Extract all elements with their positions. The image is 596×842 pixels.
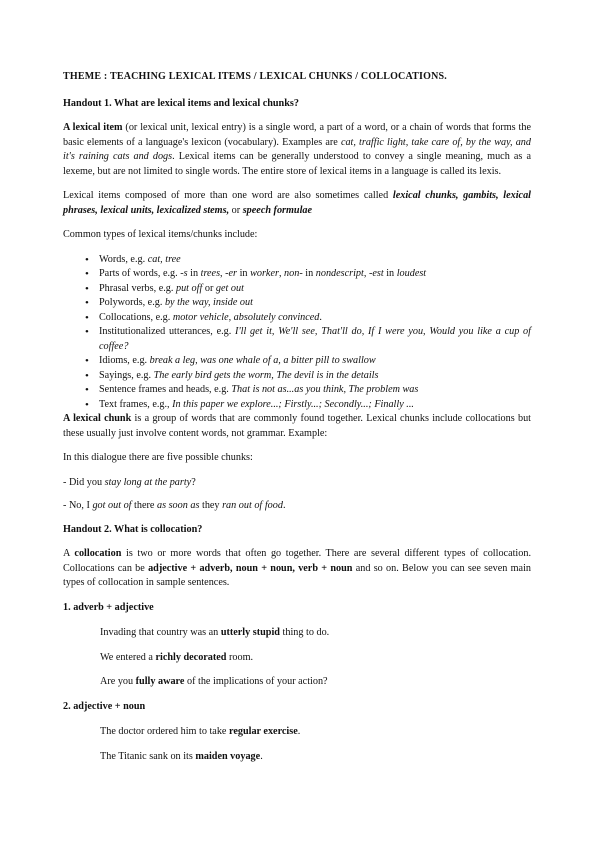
example-sentence: We entered a richly decorated room. — [100, 651, 254, 663]
dialogue-intro: In this dialogue there are five possible chunks: — [63, 452, 253, 463]
handout-2-heading: Handout 2. What is collocation? — [63, 523, 203, 535]
dialogue-line-1: - Did you stay long at the party? — [63, 476, 196, 488]
synonym-speech-formulae: speech formulae — [242, 204, 313, 216]
common-types-intro: Common types of lexical items/chunks include: — [63, 229, 258, 240]
list-item: • Text frames, e.g., In this paper we explore...; Firstly...; Secondly...; Finally ... — [85, 398, 531, 413]
list-item: • Phrasal verbs, e.g. put off or get out — [85, 282, 531, 297]
example-sentence: Invading that country was an utterly stupid thing to do. — [100, 627, 330, 638]
list-item: • Institutionalized utterances, e.g. I'll get it, We'll see, That'll do, If I were you, Would you like a cup of coffee? — [85, 325, 531, 354]
lexical-item-examples: cat, traffic light, take care of, by the way, and it's raining cats and dogs — [63, 136, 531, 162]
section-heading-adjective-noun: 2. adjective + noun — [63, 700, 146, 712]
example-sentence: The doctor ordered him to take regular exercise. — [100, 726, 301, 737]
example-sentence: The Titanic sank on its maiden voyage. — [100, 750, 263, 762]
handout-1-heading: Handout 1. What are lexical items and lexical chunks? — [63, 97, 299, 109]
list-item: • Sentence frames and heads, e.g. That is not as...as you think, The problem was — [85, 383, 531, 398]
list-item: • Idioms, e.g. break a leg, was one whale of a, a bitter pill to swallow — [85, 354, 531, 369]
list-item: • Words, e.g. cat, tree — [85, 253, 531, 268]
lexical-chunk-definition: A lexical chunk is a group of words that are commonly found together. Lexical chunks include collocations but these usually just involve content words, not grammar. Example: — [63, 413, 531, 439]
term-lexical-chunk: A lexical chunk — [63, 413, 132, 424]
document-title: THEME : TEACHING LEXICAL ITEMS / LEXICAL CHUNKS / COLLOCATIONS. — [63, 71, 447, 82]
lexical-types-list — [63, 253, 531, 413]
list-item: • Collocations, e.g. motor vehicle, absolutely convinced. — [85, 311, 531, 326]
collocation-definition: A collocation is two or more words that often go together. There are several different types of collocation. Collocations can be adjective + adverb, noun + noun, verb + noun and so on. Below you can see seven main types of collocation in sample sentences. — [63, 548, 531, 588]
term-lexical-item: A lexical item — [63, 122, 123, 133]
lexical-chunks-synonyms: Lexical items composed of more than one word are also sometimes called lexical chunks, gambits, lexical phrases, lexical units, lexicalized stems, or speech formulae — [63, 190, 531, 216]
lexical-item-definition: A lexical item (or lexical unit, lexical entry) is a single word, a part of a word, or a chain of words that forms the basic elements of a language's lexicon (vocabulary). Examples are cat, traffic light, take care of, by the way, and it's raining cats and dogs. Lexical items can be generally understood to convey a single meaning, much as a lexeme, but are not limited to single words. The entire store of lexical items in a language is called its lexis. — [63, 122, 531, 177]
list-item: • Polywords, e.g. by the way, inside out — [85, 296, 531, 311]
example-sentence: Are you fully aware of the implications of your action? — [100, 676, 328, 687]
list-item: • Parts of words, e.g. -s in trees, -er in worker, non- in nondescript, -est in loudest — [85, 267, 531, 282]
list-item: • Sayings, e.g. The early bird gets the worm, The devil is in the details — [85, 369, 531, 384]
term-collocation: collocation — [74, 548, 122, 559]
document-body — [63, 70, 531, 774]
dialogue-line-2: - No, I got out of there as soon as they ran out of food. — [63, 500, 286, 511]
section-heading-adverb-adjective: 1. adverb + adjective — [63, 601, 154, 613]
synonym-list: lexical chunks, gambits, lexical phrases, lexical units, lexicalized stems, — [63, 190, 531, 216]
